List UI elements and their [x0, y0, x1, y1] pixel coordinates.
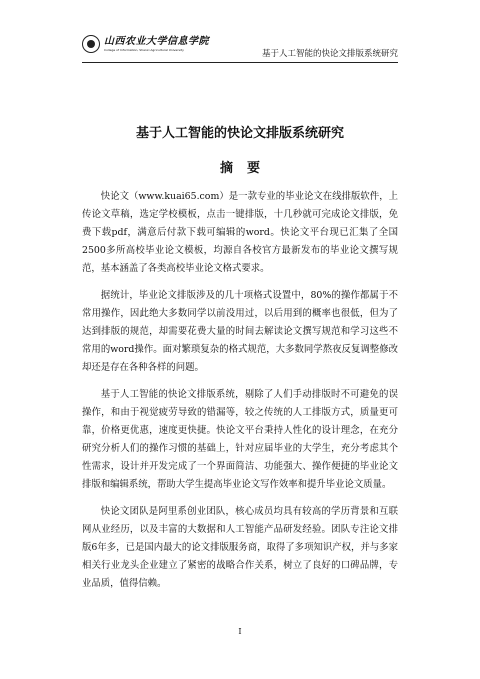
paragraph: 据统计，毕业论文排版涉及的几十项格式设置中，80%的操作都属于不常用操作，因此绝大多数同学以前没用过，以后用到的概率也很低，但为了达到排版的规范，却需要花费大量的时间去解读论文撰写规范和学习这些不常用的word操作。面对繁琐复杂的格式规范，大多数同学熬夜反复调整修改却还是存在各种各样的问题。 [82, 290, 398, 373]
running-title: 基于人工智能的快论文排版系统研究 [261, 49, 398, 59]
paragraph: 基于人工智能的快论文排版系统，剔除了人们手动排版时不可避免的误操作，和由于视觉疲劳导致的错漏等，较之传统的人工排版方式，质量更可靠，价格更优惠，速度更快捷。快论文平台秉持人性化的设计理念，在充分研究分析人们的操作习惯的基础上，针对应届毕业的大学生，充分考虑其个性需求，设计并开发完成了一个界面简洁、功能强大、操作便捷的毕业论文排版和编辑系统，帮助大学生提高毕业论文写作效率和提升毕业论文质量。 [82, 389, 398, 490]
abstract-body [82, 188, 398, 602]
page-number: I [238, 627, 242, 636]
college-logo [82, 32, 242, 56]
college-emblem-icon [82, 35, 100, 53]
abstract-heading: 摘要 [219, 161, 274, 176]
document-title: 基于人工智能的快论文排版系统研究 [135, 126, 344, 141]
page-header [82, 30, 398, 63]
paragraph: 快论文团队是阿里系创业团队，核心成员均具有较高的学历背景和互联网从业经历，以及丰富的大数据和人工智能产品研发经验。团队专注论文排版6年多，已是国内最大的论文排版服务商，取得了多项知识产权，并与多家相关行业龙头企业建立了紧密的战略合作关系，树立了良好的口碑品牌，专业品质，值得信赖。 [82, 506, 398, 589]
paragraph: 快论文（www.kuai65.com）是一款专业的毕业论文在线排版软件，上传论文草稿，选定学校模板，点击一键排版，十几秒就可完成论文排版，免费下载pdf，满意后付款下载可编辑的word。快论文平台现已汇集了全国2500多所高校毕业论文模板，均源自各校官方最新发布的毕业论文撰写规范，基本涵盖了各类高校毕业论文格式要求。 [82, 191, 398, 274]
logo-name-en: College of Information, Shanxi Agricultural University [104, 47, 184, 52]
logo-text [104, 37, 209, 52]
logo-name-cn: 山西农业大学信息学院 [104, 35, 209, 47]
